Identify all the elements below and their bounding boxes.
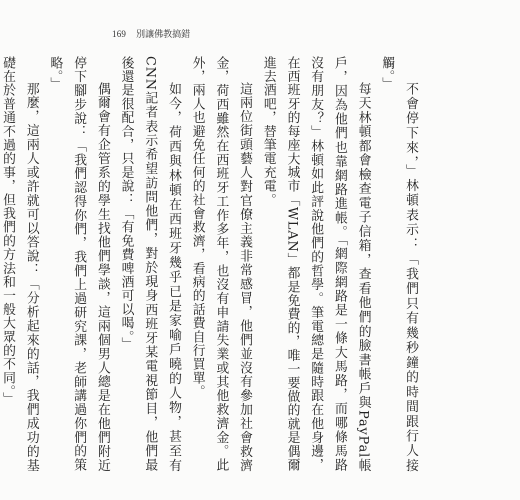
page-header xyxy=(112,24,190,42)
paragraph-2: 每天林頓都會檢查電子信箱，查看他們的臉書帳戶與PayPal帳戶，因為他們也靠網路進帳。「網際網路是一條大馬路，而哪條馬路沒有朋友？」林頓如此評說他們的哲學。筆電總是隨時跟在他身邊，在西班牙的每座大城市「WLAN」都是免費的，唯一要做的就是偶爾進去酒吧，替筆電充電。 xyxy=(260,56,371,472)
running-title: 別讓佛教搞錯 xyxy=(136,29,191,39)
paragraph-4: 如今，荷西與林頓在西班牙幾乎已是家喻戶曉的人物，甚至有CNN記者表示希望訪問他們，對於現身西班牙某電視節目，他們最後還是很配合，只是說：「有免費啤酒可以喝。」 xyxy=(118,56,181,472)
paragraph-1: 不會停下來，」林頓表示：「我們只有幾秒鐘的時間跟行人接觸。」 xyxy=(379,56,418,472)
paragraph-3: 這兩位街頭藝人對官僚主義非常感冒，他們並沒有參加社會救濟金，荷西雖然在西班牙工作多年，也沒有申請失業或其他救濟金。此外，兩人也避免任何的社會救濟，看病的話費自行買單。 xyxy=(189,56,253,472)
page-number: 169 xyxy=(112,29,127,39)
paragraph-5: 偶爾會有企管系的學生找他們學談，這兩個男人總是在他們附近停下腳步說：「我們認得你們，我們上過研究課，老師講過你們的策略。」 xyxy=(47,56,110,472)
paragraph-6: 那麼，這兩人或許就可以答說：「分析起來的話，我們成功的基礎在於普通不過的事，但我們的方法和一般大眾的不同。」 xyxy=(0,56,39,472)
vertical-body-text xyxy=(0,56,422,472)
